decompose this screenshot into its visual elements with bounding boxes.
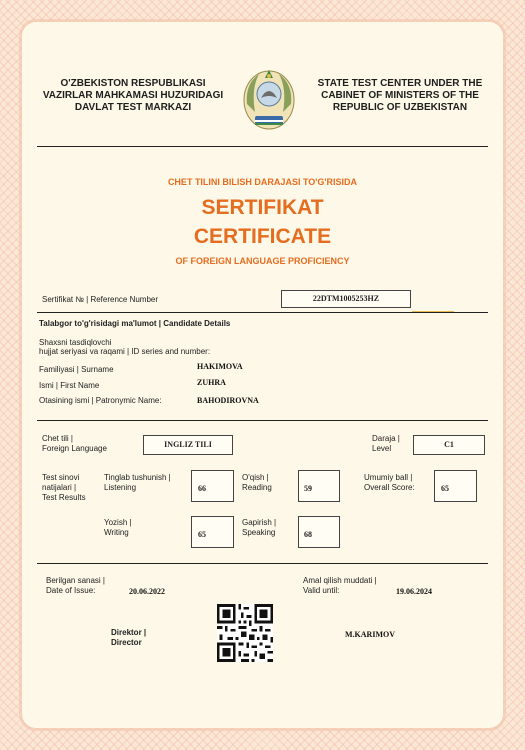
first-name-value: ZUHRA [197,378,226,387]
issue-label-2: Date of Issue: [46,586,96,595]
candidate-divider [37,420,488,421]
director-label-1: Direktor | [111,628,147,637]
issuer-en-line1: STATE TEST CENTER UNDER THE [317,78,483,89]
writing-box [191,516,234,548]
valid-label-2: Valid until: [303,586,340,595]
overall-label-2: Overall Score: [364,483,415,492]
issuer-uz [28,78,238,114]
candidate-section-title: Talabgor to'g'risidagi ma'lumot | Candidate Details [39,319,231,328]
listening-label-2: Listening [104,483,137,492]
header-divider [37,146,488,147]
speaking-label-1: Gapirish | [242,518,277,527]
reference-box [281,290,411,308]
surname-value: HAKIMOVA [197,362,243,371]
issuer-en [300,78,500,114]
surname-label: Familiyasi | Surname [39,365,114,374]
level-label-1: Daraja | [372,434,400,443]
qr-code-icon [217,604,273,662]
writing-label-2: Writing [104,528,129,537]
overall-box [434,470,477,502]
results-label-2: natijalari | [42,483,77,492]
language-box [143,435,233,455]
subtitle-uz: CHET TILINI BILISH DARAJASI TO'G'RISIDA [167,177,358,187]
valid-label-1: Amal qilish muddati | [303,576,377,585]
reading-score: 59 [304,484,312,493]
patronymic-label: Otasining ismi | Patronymic Name: [39,396,162,405]
reading-box [298,470,340,502]
language-value: INGLIZ TILI [164,440,212,449]
issuer-uz-line3: DAVLAT TEST MARKAZI [74,102,192,113]
speaking-score: 68 [304,530,312,539]
language-label-2: Foreign Language [42,444,107,453]
state-emblem-icon [241,64,297,132]
issuer-en-line3: REPUBLIC OF UZBEKISTAN [332,102,468,113]
reading-label-1: O'qish | [242,473,269,482]
issue-label-1: Berilgan sanasi | [46,576,105,585]
overall-label-1: Umumiy ball | [364,473,413,482]
patronymic-value: BAHODIROVNA [197,396,259,405]
listening-label-1: Tinglab tushunish | [104,473,171,482]
id-label-line1: Shaxsni tasdiqlovchi [39,338,112,347]
reading-label-2: Reading [242,483,272,492]
results-label-3: Test Results [42,493,86,502]
reference-label: Sertifikat № | Reference Number [42,295,159,304]
listening-score: 66 [198,484,206,493]
results-divider [37,563,488,564]
issuer-uz-line1: O'ZBEKISTON RESPUBLIKASI [60,78,206,89]
valid-date: 19.06.2024 [396,587,432,596]
language-label-1: Chet tili | [42,434,73,443]
issue-date: 20.06.2022 [129,587,165,596]
title-en: CERTIFICATE [193,225,332,248]
level-box [413,435,485,455]
reference-divider [37,312,488,313]
level-value: C1 [444,440,454,449]
id-label-line2: hujjat seriyasi va raqami | ID series and number: [39,347,211,356]
subtitle-en: OF FOREIGN LANGUAGE PROFICIENCY [175,256,350,266]
title-uz: SERTIFIKAT [201,196,324,219]
writing-score: 65 [198,530,206,539]
results-label-1: Test sinovi [42,473,80,482]
level-label-2: Level [372,444,392,453]
issuer-en-line2: CABINET OF MINISTERS OF THE [321,90,479,101]
overall-score: 65 [441,484,449,493]
writing-label-1: Yozish | [104,518,132,527]
first-name-label: Ismi | First Name [39,381,100,390]
speaking-label-2: Speaking [242,528,276,537]
listening-box [191,470,234,502]
reference-number: 22DTM1005253HZ [312,294,380,303]
issuer-uz-line2: VAZIRLAR MAHKAMASI HUZURIDAGI [42,90,224,101]
speaking-box [298,516,340,548]
director-name: M.KARIMOV [345,630,395,639]
director-label-2: Director [111,638,142,647]
